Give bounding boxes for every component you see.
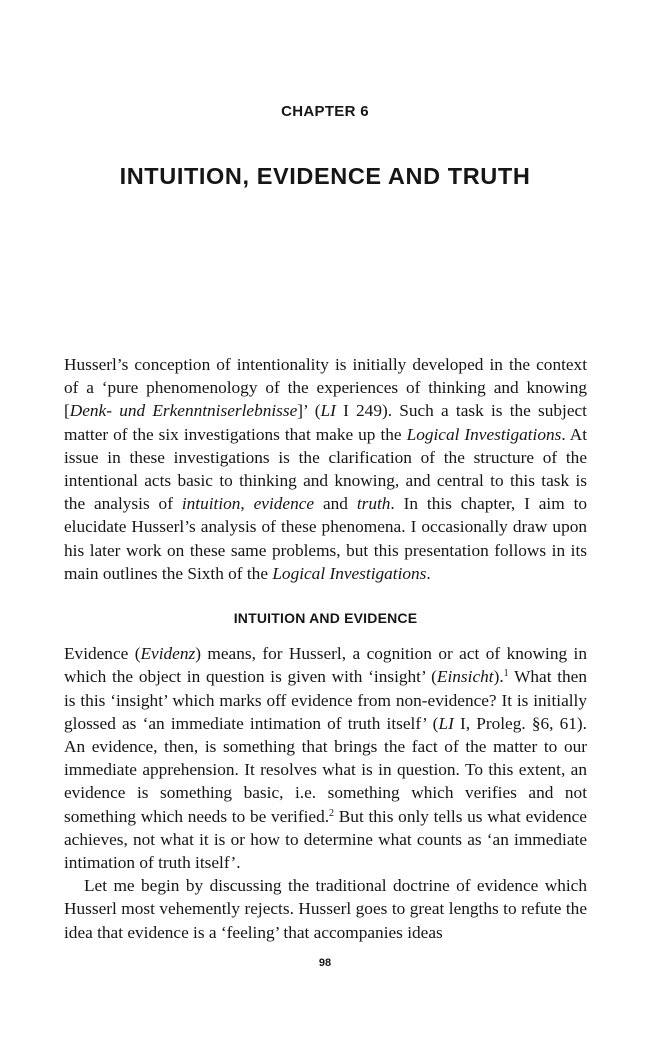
- chapter-title: INTUITION, EVIDENCE AND TRUTH: [119, 163, 531, 189]
- text-run: I 249). Such a task is the subject matter of the six investigations that make up the: [64, 401, 587, 444]
- text-run: ]’ (: [297, 401, 321, 421]
- text-run: I, Proleg. §6, 61). An evidence, then, is something that brings the fact of the matter to our immediate apprehension. It resolves what is in question. To this extent, an evidence is something basic, i.e. something which verifies and not something which needs to be verified.: [64, 713, 587, 826]
- section-heading: INTUITION AND EVIDENCE: [233, 610, 418, 627]
- footnote-marker: 2: [329, 807, 335, 819]
- chapter-label: CHAPTER 6: [281, 103, 369, 120]
- text-run: Evidence (: [64, 644, 141, 664]
- text-run: ) means, for Husserl, a cognition or act of knowing in which the object in question is given with ‘insight’ (: [64, 644, 587, 687]
- evidence-paragraph: [64, 642, 587, 874]
- text-run: ).: [493, 667, 504, 687]
- italic-text: LI: [320, 401, 336, 421]
- italic-text: LI: [438, 713, 454, 733]
- text-run: Husserl’s conception of intentionality is initially developed in the context of a ‘pure phenomenology of the experiences of thinking and knowing [: [64, 355, 587, 421]
- italic-text: Logical Investigations: [406, 424, 562, 444]
- text-run: But this only tells us what evidence achieves, not what it is or how to determine what counts as ‘an immediate intimation of truth itself’.: [64, 806, 587, 873]
- italic-text: Einsicht: [436, 667, 494, 687]
- page-number: 98: [318, 957, 332, 969]
- text-run: . At issue in these investigations is the clarification of the structure of the intentional acts basic to thinking and knowing, and central to this task is the analysis of: [64, 424, 587, 514]
- footnote-marker: 1: [503, 668, 509, 680]
- text-run: ,: [240, 494, 254, 514]
- italic-text: intuition: [181, 494, 241, 514]
- intro-paragraph: [64, 353, 587, 585]
- doctrine-paragraph: Let me begin by discussing the traditional doctrine of evidence which Husserl most vehemently rejects. Husserl goes to great lengths to refute the idea that evidence is a ‘feeling’ that accompanies ideas: [64, 876, 587, 942]
- italic-text: Logical Investigations: [272, 563, 427, 583]
- body-text: [64, 353, 587, 944]
- text-run: .: [426, 563, 431, 583]
- italic-text: Evidenz: [140, 644, 196, 664]
- italic-text: Denk- und Erkenntniserlebnisse: [69, 401, 298, 421]
- italic-text: evidence: [253, 494, 315, 514]
- text-run: What then is this ‘insight’ which marks off evidence from non-evidence? It is initially glossed as ‘an immediate intimation of truth itself’ (: [64, 667, 587, 733]
- text-run: . In this chapter, I aim to elucidate Husserl’s analysis of these phenomena. I occasionally draw upon his later work on these same problems, but this presentation follows in its main outlines the Sixth of the: [64, 494, 588, 583]
- text-run: and: [314, 494, 357, 514]
- italic-text: truth: [356, 494, 391, 514]
